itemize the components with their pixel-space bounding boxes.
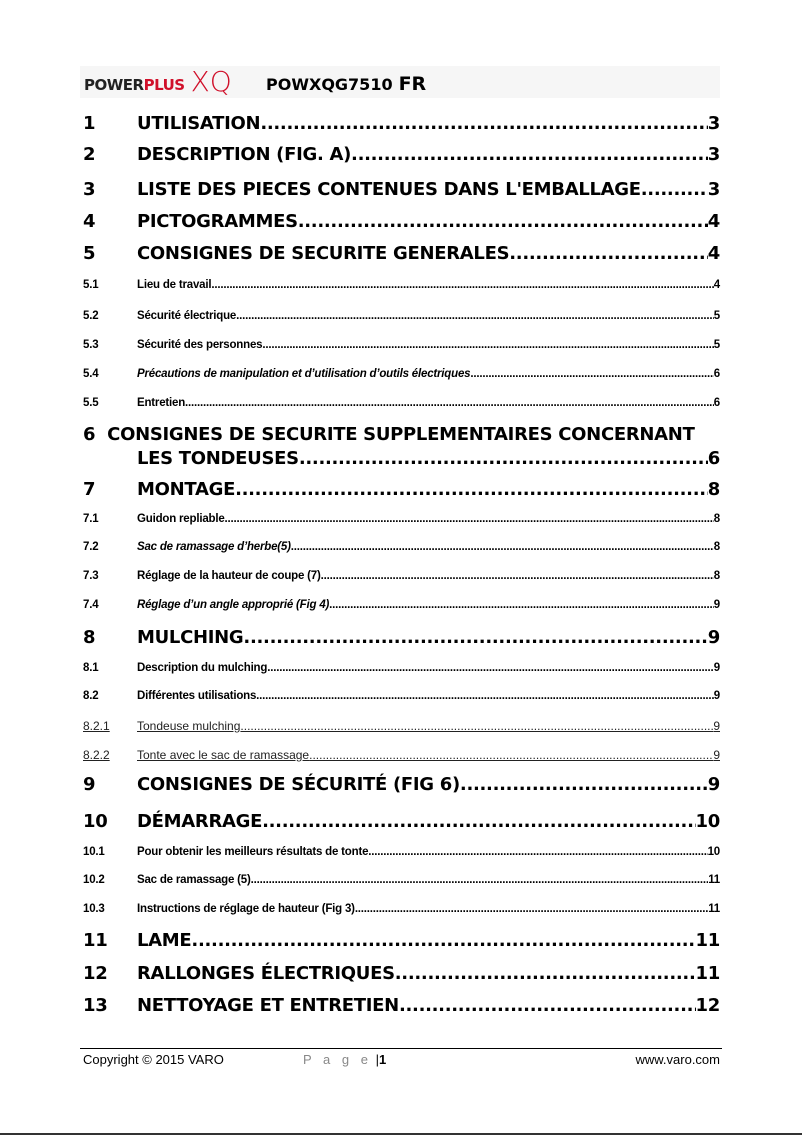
- toc-number: 5.5: [83, 397, 99, 409]
- toc-number: 8.2: [83, 690, 99, 702]
- dot-leader: [191, 930, 695, 951]
- toc-number: 5.3: [83, 339, 99, 351]
- toc-entry[interactable]: [83, 690, 720, 702]
- toc-entry[interactable]: [83, 930, 720, 951]
- toc-page: 5: [713, 310, 720, 322]
- dot-leader: [240, 719, 713, 733]
- toc-number: 5.4: [83, 368, 99, 380]
- model-number: POWXQG7510: [266, 75, 393, 94]
- toc-entry[interactable]: [83, 479, 720, 500]
- toc-text: Tondeuse mulching: [137, 719, 241, 733]
- toc-page: 9: [713, 662, 720, 674]
- dot-leader: [509, 243, 708, 264]
- toc-entry[interactable]: [83, 310, 720, 322]
- toc-number: 5.2: [83, 310, 99, 322]
- toc-page: 9: [713, 690, 720, 702]
- toc-text: Instructions de réglage de hauteur (Fig 3): [137, 903, 355, 915]
- website-link[interactable]: www.varo.com: [635, 1052, 720, 1067]
- model-title: [266, 73, 426, 95]
- dot-leader: [235, 479, 708, 500]
- toc-entry[interactable]: [83, 963, 720, 984]
- dot-leader: [470, 368, 713, 380]
- toc-entry[interactable]: [83, 279, 720, 291]
- toc-text: RALLONGES ÉLECTRIQUES: [137, 963, 395, 984]
- toc-page: 6: [713, 397, 720, 409]
- toc-number: 10.1: [83, 846, 105, 858]
- toc-entry[interactable]: [83, 874, 720, 886]
- dot-leader: [291, 541, 714, 553]
- toc-text: NETTOYAGE ET ENTRETIEN: [137, 995, 399, 1016]
- toc-entry[interactable]: [83, 774, 720, 795]
- toc-entry[interactable]: [83, 846, 720, 858]
- dot-leader: [329, 599, 714, 611]
- toc-text: DESCRIPTION (FIG. A): [137, 144, 352, 165]
- toc-page: 8: [713, 541, 720, 553]
- toc-number: 4: [83, 211, 96, 232]
- toc-page: 10: [707, 846, 720, 858]
- toc-page: 11: [695, 963, 720, 984]
- dot-leader: [225, 513, 714, 525]
- toc-text: Sécurité électrique: [137, 310, 237, 322]
- dot-leader: [262, 811, 695, 832]
- toc-text: LISTE DES PIECES CONTENUES DANS L'EMBALLAGE: [137, 179, 641, 200]
- toc-number: 8.2.2: [83, 748, 110, 762]
- toc-text: Réglage d’un angle approprié (Fig 4): [137, 599, 330, 611]
- toc-number: 9: [83, 774, 96, 795]
- dot-leader: [395, 963, 696, 984]
- dot-leader: [368, 846, 707, 858]
- toc-text: PICTOGRAMMES: [137, 211, 298, 232]
- toc-entry[interactable]: [83, 339, 720, 351]
- toc-entry[interactable]: [83, 995, 720, 1016]
- page-separator: |: [375, 1052, 379, 1067]
- toc-page: 3: [707, 144, 720, 165]
- toc-number: 7.4: [83, 599, 99, 611]
- dot-leader: [460, 774, 708, 795]
- toc-text: UTILISATION: [137, 113, 261, 134]
- language-code: FR: [398, 73, 427, 95]
- toc-page: 12: [695, 995, 720, 1016]
- toc-entry[interactable]: [83, 570, 720, 582]
- toc-number: 5.1: [83, 279, 99, 291]
- footer-divider: [80, 1048, 722, 1049]
- toc-page: 11: [708, 903, 720, 915]
- toc-page: 3: [707, 179, 720, 200]
- toc-page: 4: [713, 279, 720, 291]
- copyright: Copyright © 2015 VARO: [83, 1052, 224, 1067]
- toc-number: 2: [83, 144, 96, 165]
- toc-page: 3: [707, 113, 720, 134]
- toc-text: Sac de ramassage (5): [137, 874, 251, 886]
- toc-number: 5: [83, 243, 96, 264]
- toc-entry[interactable]: [83, 903, 720, 915]
- toc-text: Entretien: [137, 397, 186, 409]
- toc-entry[interactable]: [83, 662, 720, 674]
- dot-leader: [256, 690, 714, 702]
- toc-text: LES TONDEUSES: [137, 448, 299, 469]
- toc-entry[interactable]: [83, 719, 720, 733]
- dot-leader: [355, 903, 708, 915]
- toc-number: 7.2: [83, 541, 99, 553]
- toc-entry[interactable]: [83, 211, 720, 232]
- toc-text: CONSIGNES DE SÉCURITÉ (FIG 6): [137, 774, 460, 795]
- dot-leader: [243, 627, 707, 648]
- toc-page: 11: [708, 874, 720, 886]
- dot-leader: [267, 662, 714, 674]
- dot-leader: [236, 310, 714, 322]
- toc-page: 5: [713, 339, 720, 351]
- toc-page: 9: [713, 599, 720, 611]
- toc-number: 3: [83, 179, 96, 200]
- toc-entry[interactable]: [83, 397, 720, 409]
- toc-text: MONTAGE: [137, 479, 236, 500]
- toc-entry[interactable]: [83, 811, 720, 832]
- page-label: P a g e: [303, 1052, 372, 1067]
- toc-entry[interactable]: [83, 243, 720, 264]
- toc-number: 10.3: [83, 903, 105, 915]
- dot-leader: [251, 874, 709, 886]
- toc-number: 1: [83, 113, 96, 134]
- dot-leader: [298, 211, 708, 232]
- toc-page: 11: [695, 930, 720, 951]
- toc-page: 4: [707, 211, 720, 232]
- toc-number: 8.2.1: [83, 719, 110, 733]
- toc-text: CONSIGNES DE SECURITE GENERALES: [137, 243, 510, 264]
- toc-page: 4: [707, 243, 720, 264]
- toc-page: 6: [713, 368, 720, 380]
- page-number: [303, 1052, 386, 1067]
- toc-entry[interactable]: [83, 448, 720, 469]
- toc-number: 6: [83, 424, 96, 445]
- toc-page: 8: [713, 570, 720, 582]
- toc-entry[interactable]: [83, 144, 720, 165]
- toc-page: 8: [713, 513, 720, 525]
- dot-leader: [260, 113, 707, 134]
- toc-text: Tonte avec le sac de ramassage: [137, 748, 310, 762]
- toc-text: Description du mulching: [137, 662, 268, 674]
- toc-page: 10: [695, 811, 720, 832]
- toc-text: Réglage de la hauteur de coupe (7): [137, 570, 321, 582]
- toc-entry[interactable]: [83, 599, 720, 611]
- toc-text: Sac de ramassage d’herbe(5): [137, 541, 291, 553]
- toc-text: Différentes utilisations: [137, 690, 257, 702]
- toc-text: CONSIGNES DE SECURITE SUPPLEMENTAIRES CONCERNANT: [107, 424, 695, 445]
- toc-entry[interactable]: [83, 179, 720, 200]
- toc-entry[interactable]: [83, 368, 720, 380]
- toc-number: 7.3: [83, 570, 99, 582]
- toc-entry[interactable]: [83, 513, 720, 525]
- toc-number: 11: [83, 930, 108, 951]
- toc-number: 8: [83, 627, 96, 648]
- dot-leader: [262, 339, 713, 351]
- toc-text: Pour obtenir les meilleurs résultats de tonte: [137, 846, 369, 858]
- toc-number: 7: [83, 479, 96, 500]
- toc-text: Sécurité des personnes: [137, 339, 263, 351]
- toc-text: Lieu de travail: [137, 279, 212, 291]
- toc-entry[interactable]: [83, 748, 720, 762]
- dot-leader: [351, 144, 708, 165]
- toc-number: 10.2: [83, 874, 105, 886]
- toc-number: 13: [83, 995, 108, 1016]
- page-edge: [0, 1133, 802, 1135]
- dot-leader: [185, 397, 714, 409]
- toc-number: 10: [83, 811, 108, 832]
- dot-leader: [299, 448, 708, 469]
- toc-page: 9: [713, 748, 720, 762]
- powerplus-logo: POWERPLUS XQ: [84, 65, 232, 98]
- toc-entry[interactable]: [83, 627, 720, 648]
- toc-page: 6: [707, 448, 720, 469]
- dot-leader: [211, 279, 713, 291]
- toc-entry[interactable]: [83, 541, 720, 553]
- toc-page: 9: [707, 774, 720, 795]
- toc-text: DÉMARRAGE: [137, 811, 263, 832]
- toc-text: Guidon repliable: [137, 513, 225, 525]
- toc-page: 9: [713, 719, 720, 733]
- toc-text: LAME: [137, 930, 192, 951]
- toc-number: 7.1: [83, 513, 99, 525]
- toc-entry[interactable]: [83, 113, 720, 134]
- toc-number: 12: [83, 963, 108, 984]
- dot-leader: [309, 748, 713, 762]
- page-num: 1: [378, 1052, 387, 1067]
- toc-number: 8.1: [83, 662, 99, 674]
- toc-entry-heading-line: [83, 424, 695, 445]
- dot-leader: [399, 995, 696, 1016]
- toc-page: 8: [707, 479, 720, 500]
- toc-page: 9: [707, 627, 720, 648]
- dot-leader: [641, 179, 708, 200]
- toc-text: MULCHING: [137, 627, 244, 648]
- dot-leader: [321, 570, 714, 582]
- toc-text: Précautions de manipulation et d’utilisation d’outils électriques: [137, 368, 471, 380]
